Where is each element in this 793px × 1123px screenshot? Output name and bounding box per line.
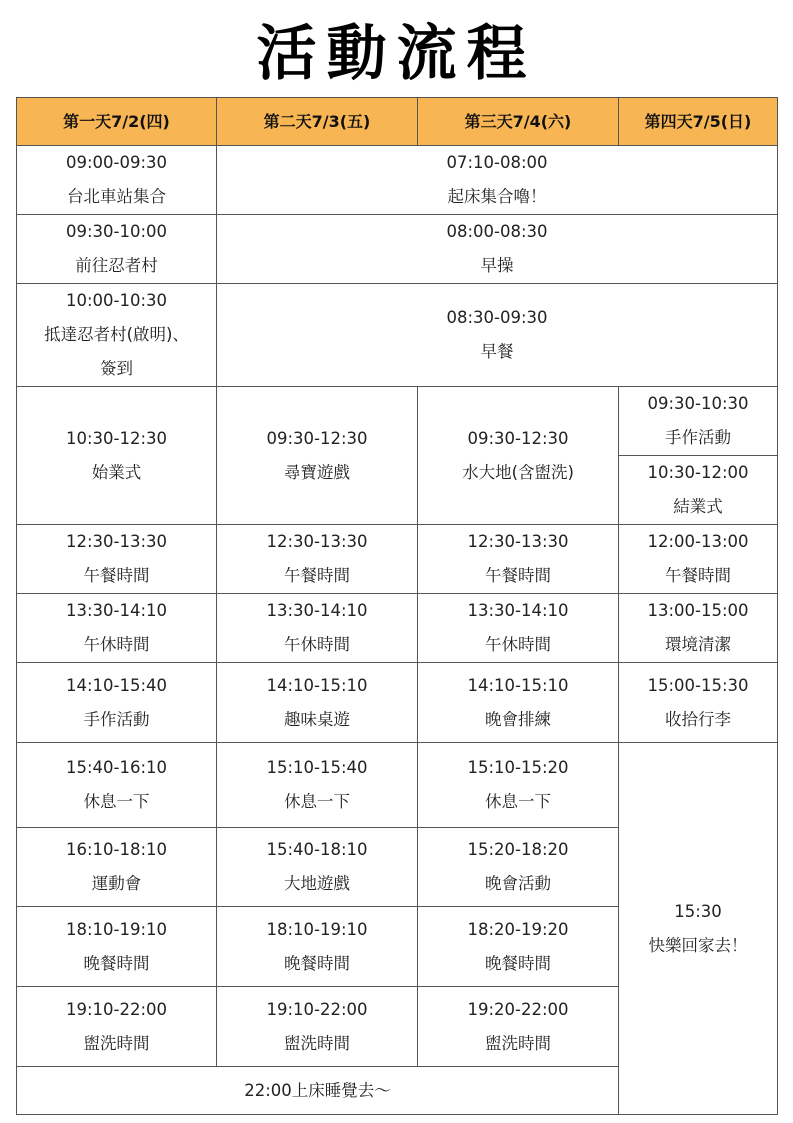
cell-time: 18:10-19:10 bbox=[266, 919, 368, 939]
cell-activity: 休息一下 bbox=[485, 792, 551, 811]
cell-time: 15:10-15:40 bbox=[266, 758, 368, 777]
schedule-cell bbox=[217, 828, 418, 907]
cell-time: 10:30-12:00 bbox=[647, 463, 749, 482]
cell-activity: 午餐時間 bbox=[485, 566, 551, 585]
schedule-cell bbox=[17, 1067, 619, 1115]
schedule-cell bbox=[17, 828, 217, 907]
schedule-cell bbox=[619, 456, 778, 525]
schedule-cell bbox=[418, 525, 619, 594]
cell-time: 07:10-08:00 bbox=[446, 153, 548, 172]
cell-activity: 午休時間 bbox=[284, 635, 350, 654]
cell-activity: 休息一下 bbox=[284, 792, 350, 811]
cell-time: 12:30-13:30 bbox=[266, 532, 368, 551]
cell-activity: 手作活動 bbox=[83, 709, 150, 729]
schedule-cell bbox=[17, 987, 217, 1067]
cell-activity: 手作活動 bbox=[665, 428, 731, 447]
schedule-cell bbox=[217, 594, 418, 663]
cell-activity: 簽到 bbox=[100, 359, 133, 378]
schedule-cell bbox=[619, 387, 778, 456]
cell-time: 08:30-09:30 bbox=[446, 308, 548, 327]
cell-activity: 水大地(含盥洗) bbox=[462, 462, 574, 482]
schedule-cell bbox=[418, 907, 619, 987]
table-row bbox=[17, 387, 778, 456]
cell-activity: 晚餐時間 bbox=[284, 953, 350, 973]
schedule-cell bbox=[17, 743, 217, 828]
cell-activity: 早餐 bbox=[480, 342, 514, 361]
cell-time: 14:10-15:10 bbox=[266, 675, 368, 695]
cell-activity: 22:00上床睡覺去～ bbox=[244, 1080, 391, 1100]
cell-time: 14:10-15:10 bbox=[467, 675, 569, 695]
cell-time: 12:00-13:00 bbox=[647, 532, 749, 551]
table-row bbox=[17, 594, 778, 663]
schedule-cell bbox=[619, 594, 778, 663]
schedule-cell bbox=[217, 387, 418, 525]
schedule-cell bbox=[217, 907, 418, 987]
schedule-cell bbox=[217, 146, 778, 215]
table-row bbox=[17, 525, 778, 594]
cell-activity: 盥洗時間 bbox=[284, 1033, 350, 1053]
schedule-cell bbox=[17, 387, 217, 525]
schedule-cell bbox=[17, 663, 217, 743]
cell-time: 18:20-19:20 bbox=[467, 919, 569, 939]
cell-activity: 晚會排練 bbox=[485, 709, 551, 729]
cell-activity: 抵達忍者村(啟明)、 bbox=[44, 325, 189, 344]
schedule-cell bbox=[418, 594, 619, 663]
table-row bbox=[17, 663, 778, 743]
cell-activity: 晚會活動 bbox=[485, 874, 551, 893]
schedule-cell bbox=[418, 387, 619, 525]
schedule-cell bbox=[619, 663, 778, 743]
schedule-cell bbox=[217, 284, 778, 387]
cell-time: 10:30-12:30 bbox=[65, 428, 168, 448]
cell-activity: 午餐時間 bbox=[665, 566, 731, 585]
schedule-cell bbox=[418, 987, 619, 1067]
cell-activity: 台北車站集合 bbox=[67, 187, 166, 206]
schedule-cell bbox=[217, 743, 418, 828]
cell-time: 14:10-15:40 bbox=[65, 675, 168, 695]
cell-time: 15:20-18:20 bbox=[467, 840, 569, 859]
cell-activity: 環境清潔 bbox=[665, 635, 731, 654]
schedule-cell bbox=[17, 525, 217, 594]
cell-time: 12:30-13:30 bbox=[467, 532, 569, 551]
cell-activity: 趣味桌遊 bbox=[284, 709, 350, 729]
cell-activity: 始業式 bbox=[91, 462, 142, 482]
schedule-cell bbox=[17, 215, 217, 284]
cell-time: 18:10-19:10 bbox=[65, 919, 168, 939]
cell-time: 15:10-15:20 bbox=[467, 758, 569, 777]
cell-activity: 快樂回家去！ bbox=[648, 935, 748, 955]
page-title: 活動流程 bbox=[256, 19, 537, 89]
cell-time: 15:40-16:10 bbox=[65, 758, 168, 777]
header-day4: 第四天7/5(日) bbox=[619, 98, 778, 146]
schedule-cell bbox=[217, 987, 418, 1067]
cell-activity: 大地遊戲 bbox=[284, 874, 350, 893]
cell-time: 19:10-22:00 bbox=[65, 999, 168, 1019]
schedule-cell bbox=[17, 284, 217, 387]
schedule-cell bbox=[418, 828, 619, 907]
header-day3: 第三天7/4(六) bbox=[418, 98, 619, 146]
cell-time: 15:00-15:30 bbox=[647, 675, 749, 695]
cell-time: 15:40-18:10 bbox=[266, 840, 368, 859]
cell-activity: 盥洗時間 bbox=[83, 1033, 150, 1053]
cell-time: 09:30-12:30 bbox=[467, 428, 569, 448]
cell-activity: 午休時間 bbox=[83, 635, 150, 654]
cell-time: 16:10-18:10 bbox=[65, 840, 168, 859]
cell-time: 09:30-10:30 bbox=[647, 394, 749, 413]
cell-activity: 午餐時間 bbox=[284, 566, 350, 585]
schedule-table bbox=[16, 97, 778, 1115]
cell-activity: 午餐時間 bbox=[83, 566, 150, 585]
cell-activity: 尋寶遊戲 bbox=[284, 462, 350, 482]
cell-time: 13:30-14:10 bbox=[266, 601, 368, 620]
schedule-cell bbox=[619, 743, 778, 1115]
table-row bbox=[17, 743, 778, 828]
cell-activity: 早操 bbox=[480, 256, 514, 275]
cell-time: 13:30-14:10 bbox=[65, 601, 168, 620]
schedule-cell bbox=[217, 525, 418, 594]
cell-time: 19:10-22:00 bbox=[266, 999, 368, 1019]
cell-activity: 休息一下 bbox=[83, 792, 150, 811]
schedule-cell bbox=[418, 743, 619, 828]
cell-activity: 收拾行李 bbox=[665, 709, 731, 729]
cell-time: 15:30 bbox=[674, 901, 722, 921]
cell-time: 13:30-14:10 bbox=[467, 601, 569, 620]
table-row bbox=[17, 215, 778, 284]
cell-time: 12:30-13:30 bbox=[65, 532, 168, 551]
header-day2: 第二天7/3(五) bbox=[217, 98, 418, 146]
cell-activity: 盥洗時間 bbox=[485, 1033, 551, 1053]
schedule-cell bbox=[619, 525, 778, 594]
cell-activity: 午休時間 bbox=[485, 635, 551, 654]
cell-time: 09:30-12:30 bbox=[266, 428, 368, 448]
cell-activity: 起床集合嚕！ bbox=[447, 187, 547, 206]
cell-time: 10:00-10:30 bbox=[65, 291, 168, 310]
schedule-cell bbox=[217, 215, 778, 284]
schedule-cell bbox=[217, 663, 418, 743]
schedule-cell bbox=[17, 907, 217, 987]
cell-activity: 晚餐時間 bbox=[83, 953, 150, 973]
header-row bbox=[17, 98, 778, 146]
cell-time: 09:30-10:00 bbox=[65, 222, 168, 241]
cell-activity: 運動會 bbox=[91, 874, 142, 893]
table-row bbox=[17, 284, 778, 387]
cell-time: 13:00-15:00 bbox=[647, 601, 749, 620]
cell-activity: 前往忍者村 bbox=[75, 256, 158, 275]
schedule-cell bbox=[17, 594, 217, 663]
cell-time: 19:20-22:00 bbox=[467, 999, 569, 1019]
schedule-cell bbox=[17, 146, 217, 215]
schedule-cell bbox=[418, 663, 619, 743]
cell-activity: 結業式 bbox=[673, 497, 723, 516]
cell-activity: 晚餐時間 bbox=[485, 953, 551, 973]
header-day1: 第一天7/2(四) bbox=[17, 98, 217, 146]
cell-time: 09:00-09:30 bbox=[65, 153, 168, 172]
cell-time: 08:00-08:30 bbox=[446, 222, 548, 241]
table-row bbox=[17, 146, 778, 215]
